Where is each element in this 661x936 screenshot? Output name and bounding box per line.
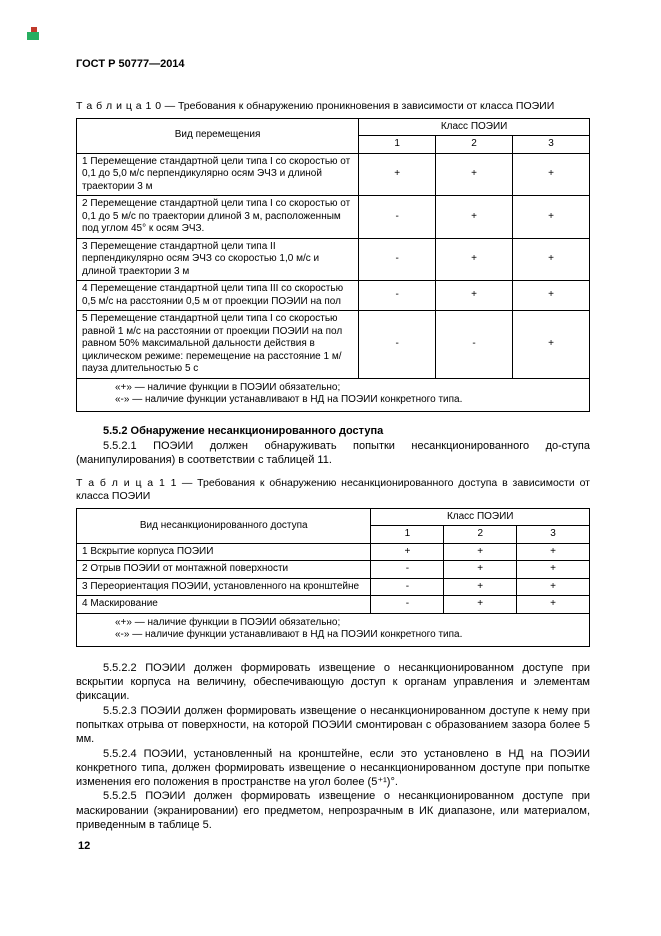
document-header: ГОСТ Р 50777—2014 — [76, 58, 185, 70]
table10-class-header: Класс ПОЭИИ — [359, 118, 590, 136]
row-value: + — [513, 196, 590, 239]
page-content — [76, 58, 590, 832]
row-value: + — [517, 596, 590, 614]
table10 — [76, 118, 590, 412]
table10-notes-row — [77, 378, 590, 411]
page-number: 12 — [78, 840, 91, 852]
table11-class-1: 1 — [371, 526, 444, 544]
note-line: «-» — наличие функции устанавливают в НД на ПОЭИИ конкретного типа. — [115, 629, 463, 641]
row-value: - — [371, 578, 444, 596]
table10-notes — [77, 378, 590, 411]
row-value: - — [371, 561, 444, 579]
table-row — [77, 543, 590, 561]
note-line: «-» — наличие функции устанавливают в НД на ПОЭИИ конкретного типа. — [115, 394, 463, 406]
row-value: + — [513, 238, 590, 281]
paragraph-5-5-2-1: 5.5.2.1 ПОЭИИ должен обнаруживать попытки несанкционированного до-ступа (манипулирования) в соответствии с таблицей 11. — [76, 439, 590, 467]
row-value: + — [513, 153, 590, 196]
table-row — [77, 596, 590, 614]
paragraph-5-5-2-5: 5.5.2.5 ПОЭИИ должен формировать извещение о несанкционированном доступе при маскировании (экранировании) его предметом, непрозрачным в ИК диапазоне, или материалом, приведенным в таблице 5. — [76, 790, 590, 832]
row-label: 2 Перемещение стандартной цели типа I со скоростью от 0,1 до 5 м/с по траектории длиной 3 м, расположенным под углом 45° к осям ЭЧЗ. — [77, 196, 359, 239]
table10-kind-header: Вид перемещения — [77, 118, 359, 153]
row-value: + — [436, 196, 513, 239]
scan-artifact-green — [27, 32, 39, 40]
row-label: 3 Перемещение стандартной цели типа II перпендикулярно осям ЭЧЗ со скоростью 1,0 м/с и длиной траектории 3 м — [77, 238, 359, 281]
row-value: + — [513, 281, 590, 311]
paragraph-5-5-2-2: 5.5.2.2 ПОЭИИ должен формировать извещение о несанкционированном доступе при вскрытии корпуса на величину, обеспечивающую доступ к органам управления и элементам фиксации. — [76, 661, 590, 703]
scan-artifact — [27, 27, 41, 41]
row-value: + — [359, 153, 436, 196]
table11-caption — [76, 477, 590, 504]
row-value: - — [436, 311, 513, 379]
row-value: + — [436, 153, 513, 196]
table10-class-1: 1 — [359, 136, 436, 154]
table11 — [76, 508, 590, 647]
table10-caption-label: Т а б л и ц а 1 0 — [76, 100, 162, 112]
table-row — [77, 238, 590, 281]
row-label: 3 Переориентация ПОЭИИ, установленного на кронштейне — [77, 578, 371, 596]
table-row — [77, 578, 590, 596]
row-value: + — [513, 311, 590, 379]
row-label: 1 Вскрытие корпуса ПОЭИИ — [77, 543, 371, 561]
paragraph-5-5-2-3: 5.5.2.3 ПОЭИИ должен формировать извещение о несанкционированном доступе к нему при попытках отрыва от поверхности, на которой ПОЭИИ смонтирован с образованием зазора более 5 мм. — [76, 704, 590, 746]
row-value: + — [517, 578, 590, 596]
row-value: + — [444, 596, 517, 614]
row-value: + — [371, 543, 444, 561]
table11-notes-row — [77, 613, 590, 646]
table-row — [77, 153, 590, 196]
note-line: «+» — наличие функции в ПОЭИИ обязательно; — [115, 616, 341, 628]
table-row — [77, 281, 590, 311]
table-row — [77, 561, 590, 579]
row-value: + — [517, 543, 590, 561]
row-value: - — [359, 238, 436, 281]
row-value: - — [359, 311, 436, 379]
row-value: - — [371, 596, 444, 614]
note-line: «+» — наличие функции в ПОЭИИ обязательно; — [115, 381, 341, 393]
row-value: + — [444, 561, 517, 579]
table10-class-2: 2 — [436, 136, 513, 154]
row-value: + — [444, 578, 517, 596]
row-value: + — [436, 238, 513, 281]
table11-class-header: Класс ПОЭИИ — [371, 508, 590, 526]
table-row — [77, 311, 590, 379]
row-label: 2 Отрыв ПОЭИИ от монтажной поверхности — [77, 561, 371, 579]
row-label: 5 Перемещение стандартной цели типа I со скоростью равной 1 м/с на расстоянии от проекции ПОЭИИ на пол равном 50% максимальной дальности действия в циклическом режиме: перемещение на расстояние 1 м/пауза длительностью 5 с — [77, 311, 359, 379]
table10-caption-text: — Требования к обнаружению проникновения в зависимости от класса ПОЭИИ — [164, 100, 555, 112]
table11-kind-header: Вид несанкционированного доступа — [77, 508, 371, 543]
row-label: 1 Перемещение стандартной цели типа I со скоростью от 0,1 до 5,0 м/с перпендикулярно осям ЭЧЗ и длиной траектории 3 м — [77, 153, 359, 196]
row-value: + — [517, 561, 590, 579]
row-value: - — [359, 196, 436, 239]
row-value: + — [436, 281, 513, 311]
table11-class-3: 3 — [517, 526, 590, 544]
table11-caption-text: — Требования к обнаружению несанкционированного доступа в зависимости от класса ПОЭИИ — [76, 476, 590, 503]
row-label: 4 Перемещение стандартной цели типа III со скоростью 0,5 м/с на расстоянии 0,5 м от проекции ПОЭИИ на пол — [77, 281, 359, 311]
section-heading: 5.5.2 Обнаружение несанкционированного доступа — [103, 424, 384, 437]
table10-header-row — [77, 118, 590, 136]
row-label: 4 Маскирование — [77, 596, 371, 614]
row-value: + — [444, 543, 517, 561]
table-row — [77, 196, 590, 239]
table10-caption — [76, 100, 590, 114]
table11-caption-label: Т а б л и ц а 1 1 — [76, 476, 177, 489]
table11-class-2: 2 — [444, 526, 517, 544]
paragraph-5-5-2-4: 5.5.2.4 ПОЭИИ, установленный на кронштейне, если это установлено в НД на ПОЭИИ конкретного типа, должен формировать извещение о несанкционированном доступе при попытке изменения его положения в пространстве на угол более (5⁺¹)°. — [76, 747, 590, 789]
table11-header-row — [77, 508, 590, 526]
table10-class-3: 3 — [513, 136, 590, 154]
row-value: - — [359, 281, 436, 311]
table11-notes — [77, 613, 590, 646]
